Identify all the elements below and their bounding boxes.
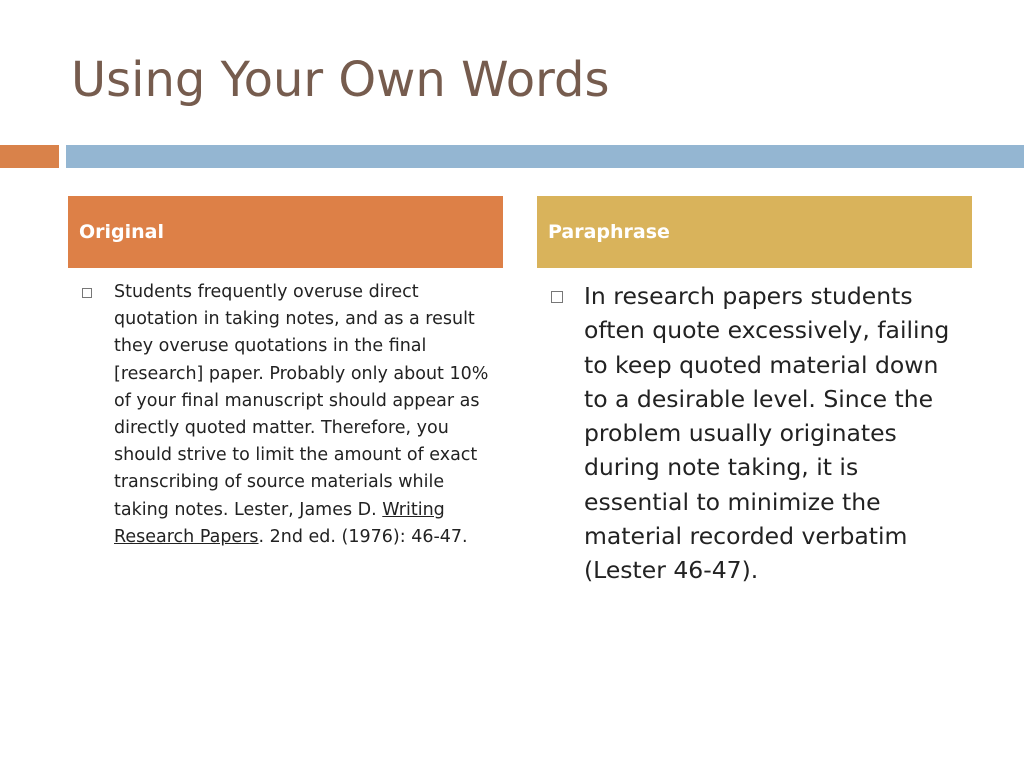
paraphrase-content-list — [551, 279, 966, 588]
book-title: Writing Research Papers — [114, 499, 445, 547]
paraphrase-text: In research papers students often quote excessively, failing to keep quoted material down to a desirable level. Since the problem usually originates during note taking, it is essential to minimize the material recorded verbatim (Lester 46-47). — [584, 282, 950, 585]
accent-bar-orange — [0, 145, 59, 168]
slide-title: Using Your Own Words — [71, 52, 610, 108]
original-column-header — [68, 196, 503, 268]
original-text-after: . 2nd ed. (1976): 46-47. — [258, 526, 468, 547]
paraphrase-bullet-item — [551, 279, 966, 588]
original-bullet-item — [82, 279, 502, 551]
hollow-square-bullet-icon — [82, 288, 92, 298]
original-content-list — [82, 279, 502, 551]
original-text-before: Students frequently overuse direct quotation in taking notes, and as a result they overuse quotations in the final [research] paper. Probably only about 10% of your final manuscript should appear as directly quoted matter. Therefore, you should strive to limit the amount of exact transcribing of source materials while taking notes. Lester, James D. — [114, 282, 489, 520]
hollow-square-bullet-icon — [551, 291, 563, 303]
original-text — [114, 279, 502, 551]
accent-bar-blue — [66, 145, 1024, 168]
original-header-label: Original — [79, 221, 165, 243]
paraphrase-column-header — [537, 196, 972, 268]
paraphrase-header-label: Paraphrase — [548, 221, 670, 243]
